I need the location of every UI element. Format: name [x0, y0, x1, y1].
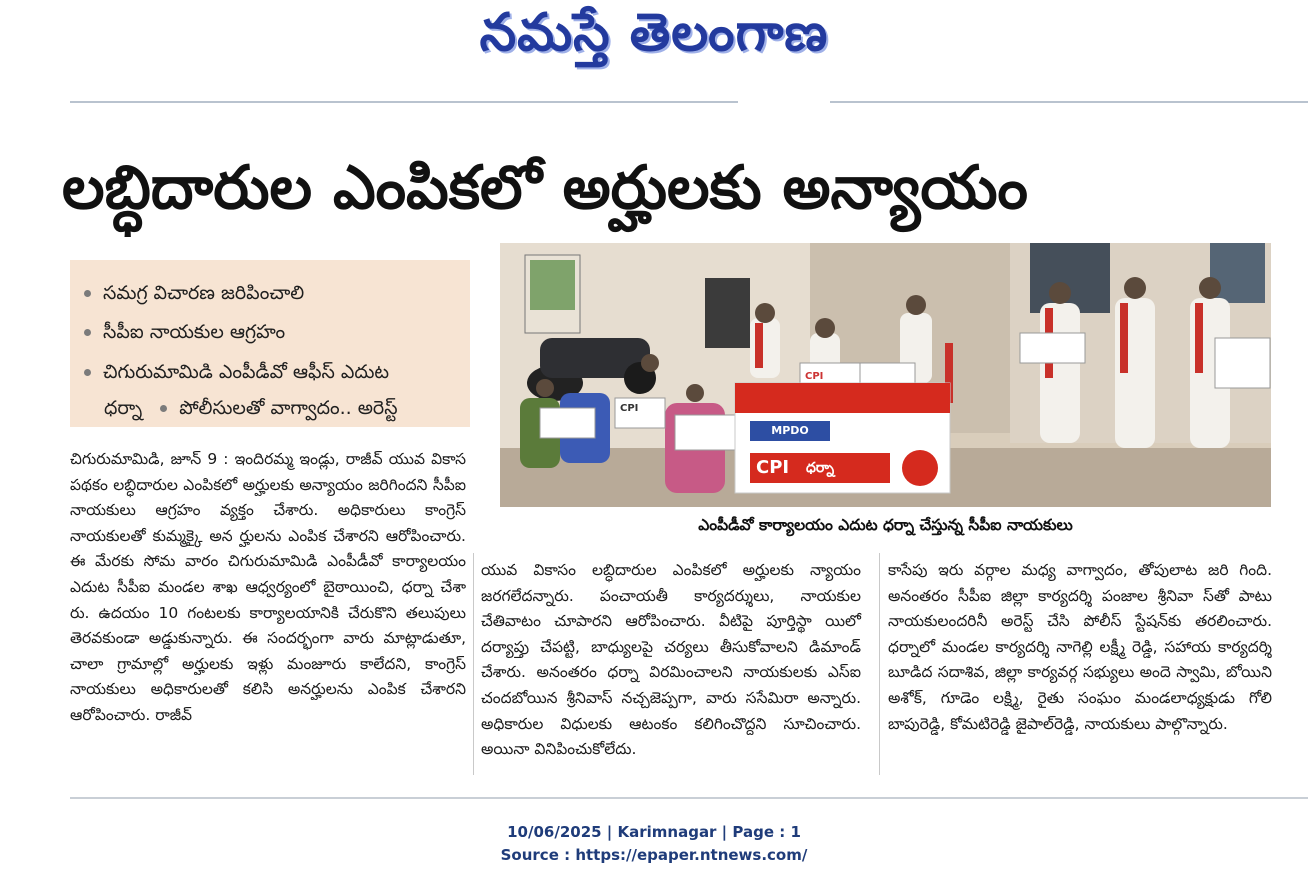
banner-party-text: CPI — [756, 457, 790, 478]
highlight-item — [84, 276, 304, 310]
banner-dharna-text: ధర్నా — [806, 460, 835, 476]
article-paragraph: యువ వికాసం లబ్ధిదారుల ఎంపికలో అర్హులకు న్యాయం జరగలేదన్నారు. పంచాయతీ కార్యదర్శులు, నాయకుల చేతివాటం చూపారని ఆరోపించారు. వీటిపై పూర్తిస్థా యిలో దర్యాప్తు చేపట్టి, బాధ్యులపై చర్యలు తీసుకోవాలని డిమాండ్ చేశారు. అనంతరం ధర్నా విరమించాలని నాయకులకు ఎస్ఐ చందబోయిన శ్రీనివాస్ నచ్చజెప్పగా, వారు ససేమిరా అన్నారు. అధికారుల విధులకు ఆటంకం కలిగించొద్దని సూచించారు. అయినా వినిపించుకోలేదు. — [481, 561, 861, 759]
photo-caption: ఎంపీడీవో కార్యాలయం ఎదుట ధర్నా చేస్తున్న సీపీఐ నాయకులు — [698, 516, 1073, 534]
highlight-text: సమగ్ర విచారణ జరిపించాలి — [103, 282, 305, 304]
bullet-dot-icon — [84, 290, 91, 297]
highlight-text: పోలీసులతో వాగ్వాదం.. అరెస్ట్ — [179, 397, 398, 419]
footer-edition-info: 10/06/2025 | Karimnagar | Page : 1 — [507, 823, 801, 841]
article-column-3 — [888, 558, 1272, 737]
masthead-rule-right — [830, 101, 1308, 103]
highlight-item — [104, 391, 398, 425]
highlight-item — [84, 315, 285, 349]
bullet-dot-icon — [84, 329, 91, 336]
masthead-rule-left — [70, 101, 738, 103]
article-headline: లబ్ధిదారుల ఎంపికలో అర్హులకు అన్యాయం — [62, 153, 1028, 223]
column-divider — [473, 553, 474, 775]
article-column-1 — [70, 447, 466, 729]
protest-photo-illustration — [500, 243, 1271, 507]
highlights-box — [70, 260, 470, 427]
highlight-text: సీపీఐ నాయకుల ఆగ్రహం — [103, 321, 286, 343]
article-photo — [500, 243, 1271, 507]
placard-text: CPI — [620, 403, 639, 414]
article-paragraph: కాసేపు ఇరు వర్గాల మధ్య వాగ్వాదం, తోపులాట జరి గింది. అనంతరం సీపీఐ జిల్లా కార్యదర్శి పంజాల శ్రీనివా స్‌తో పాటు నాయకులందరినీ అరెస్ట్ చేసి పోలీస్ స్టేషన్‌కు తరలించారు. ధర్నాలో మండల కార్యదర్శి నాగెల్లి లక్ష్మీ రెడ్డి, సహాయ కార్యదర్శి బూడిద సదాశివ, జిల్లా కార్యవర్గ సభ్యులు అందె స్వామి, బోయిని అశోక్, గూడెం లక్ష్మి, రైతు సంఘం మండలాధ్యక్షుడు గోలి బాపురెడ్డి, కోమటిరెడ్డి జైపాల్‌రెడ్డి, నాయకులు పాల్గొన్నారు. — [888, 561, 1272, 733]
banner-sign-text: MPDO — [771, 424, 809, 437]
newspaper-masthead: నమస్తే తెలంగాణ — [479, 2, 829, 63]
bullet-dot-icon — [84, 369, 91, 376]
article-paragraph: చిగురుమామిడి, జూన్ 9 : ఇందిరమ్మ ఇండ్లు, రాజీవ్ యువ వికాస పథకం లబ్ధిదారుల ఎంపికలో అర్హులకు అన్యాయం జరిగిందని సీపీఐ నాయకులు ఆగ్రహం వ్యక్తం చేశారు. అధికారులు కాంగ్రెస్ నాయకులతో కుమ్మక్కై అన ర్హులను ఎంపిక చేశారని ఆరోపించారు. ఈ మేరకు సోమ వారం చిగురుమామిడి ఎంపీడీవో కార్యాలయం ఎదుట సీపీఐ మండల శాఖ ఆధ్వర్యంలో బైఠాయించి, ధర్నా చేశా రు. ఉదయం 10 గంటలకు కార్యాలయానికి చేరుకొని తలుపులు తెరవకుండా అడ్డుకున్నారు. ఈ సందర్భంగా వారు మాట్లాడుతూ, చాలా గ్రామాల్లో అర్హులకు ఇళ్లు మంజూరు కాలేదని, కాంగ్రెస్ నాయకులు అధికారులతో కలిసి అనర్హులను ఎంపిక చేశారని ఆరోపించారు. రాజీవ్ — [70, 450, 466, 724]
highlight-text: చిగురుమామిడి ఎంపీడీవో ఆఫీస్ ఎదుట — [103, 361, 390, 383]
footer-rule — [70, 797, 1308, 799]
placard-text: CPI — [805, 371, 824, 382]
article-column-2 — [481, 558, 861, 763]
highlight-text: ధర్నా — [104, 397, 143, 419]
column-divider — [879, 553, 880, 775]
bullet-dot-icon — [160, 405, 167, 412]
highlight-item — [84, 355, 389, 389]
footer-source-link[interactable]: Source : https://epaper.ntnews.com/ — [500, 846, 808, 864]
